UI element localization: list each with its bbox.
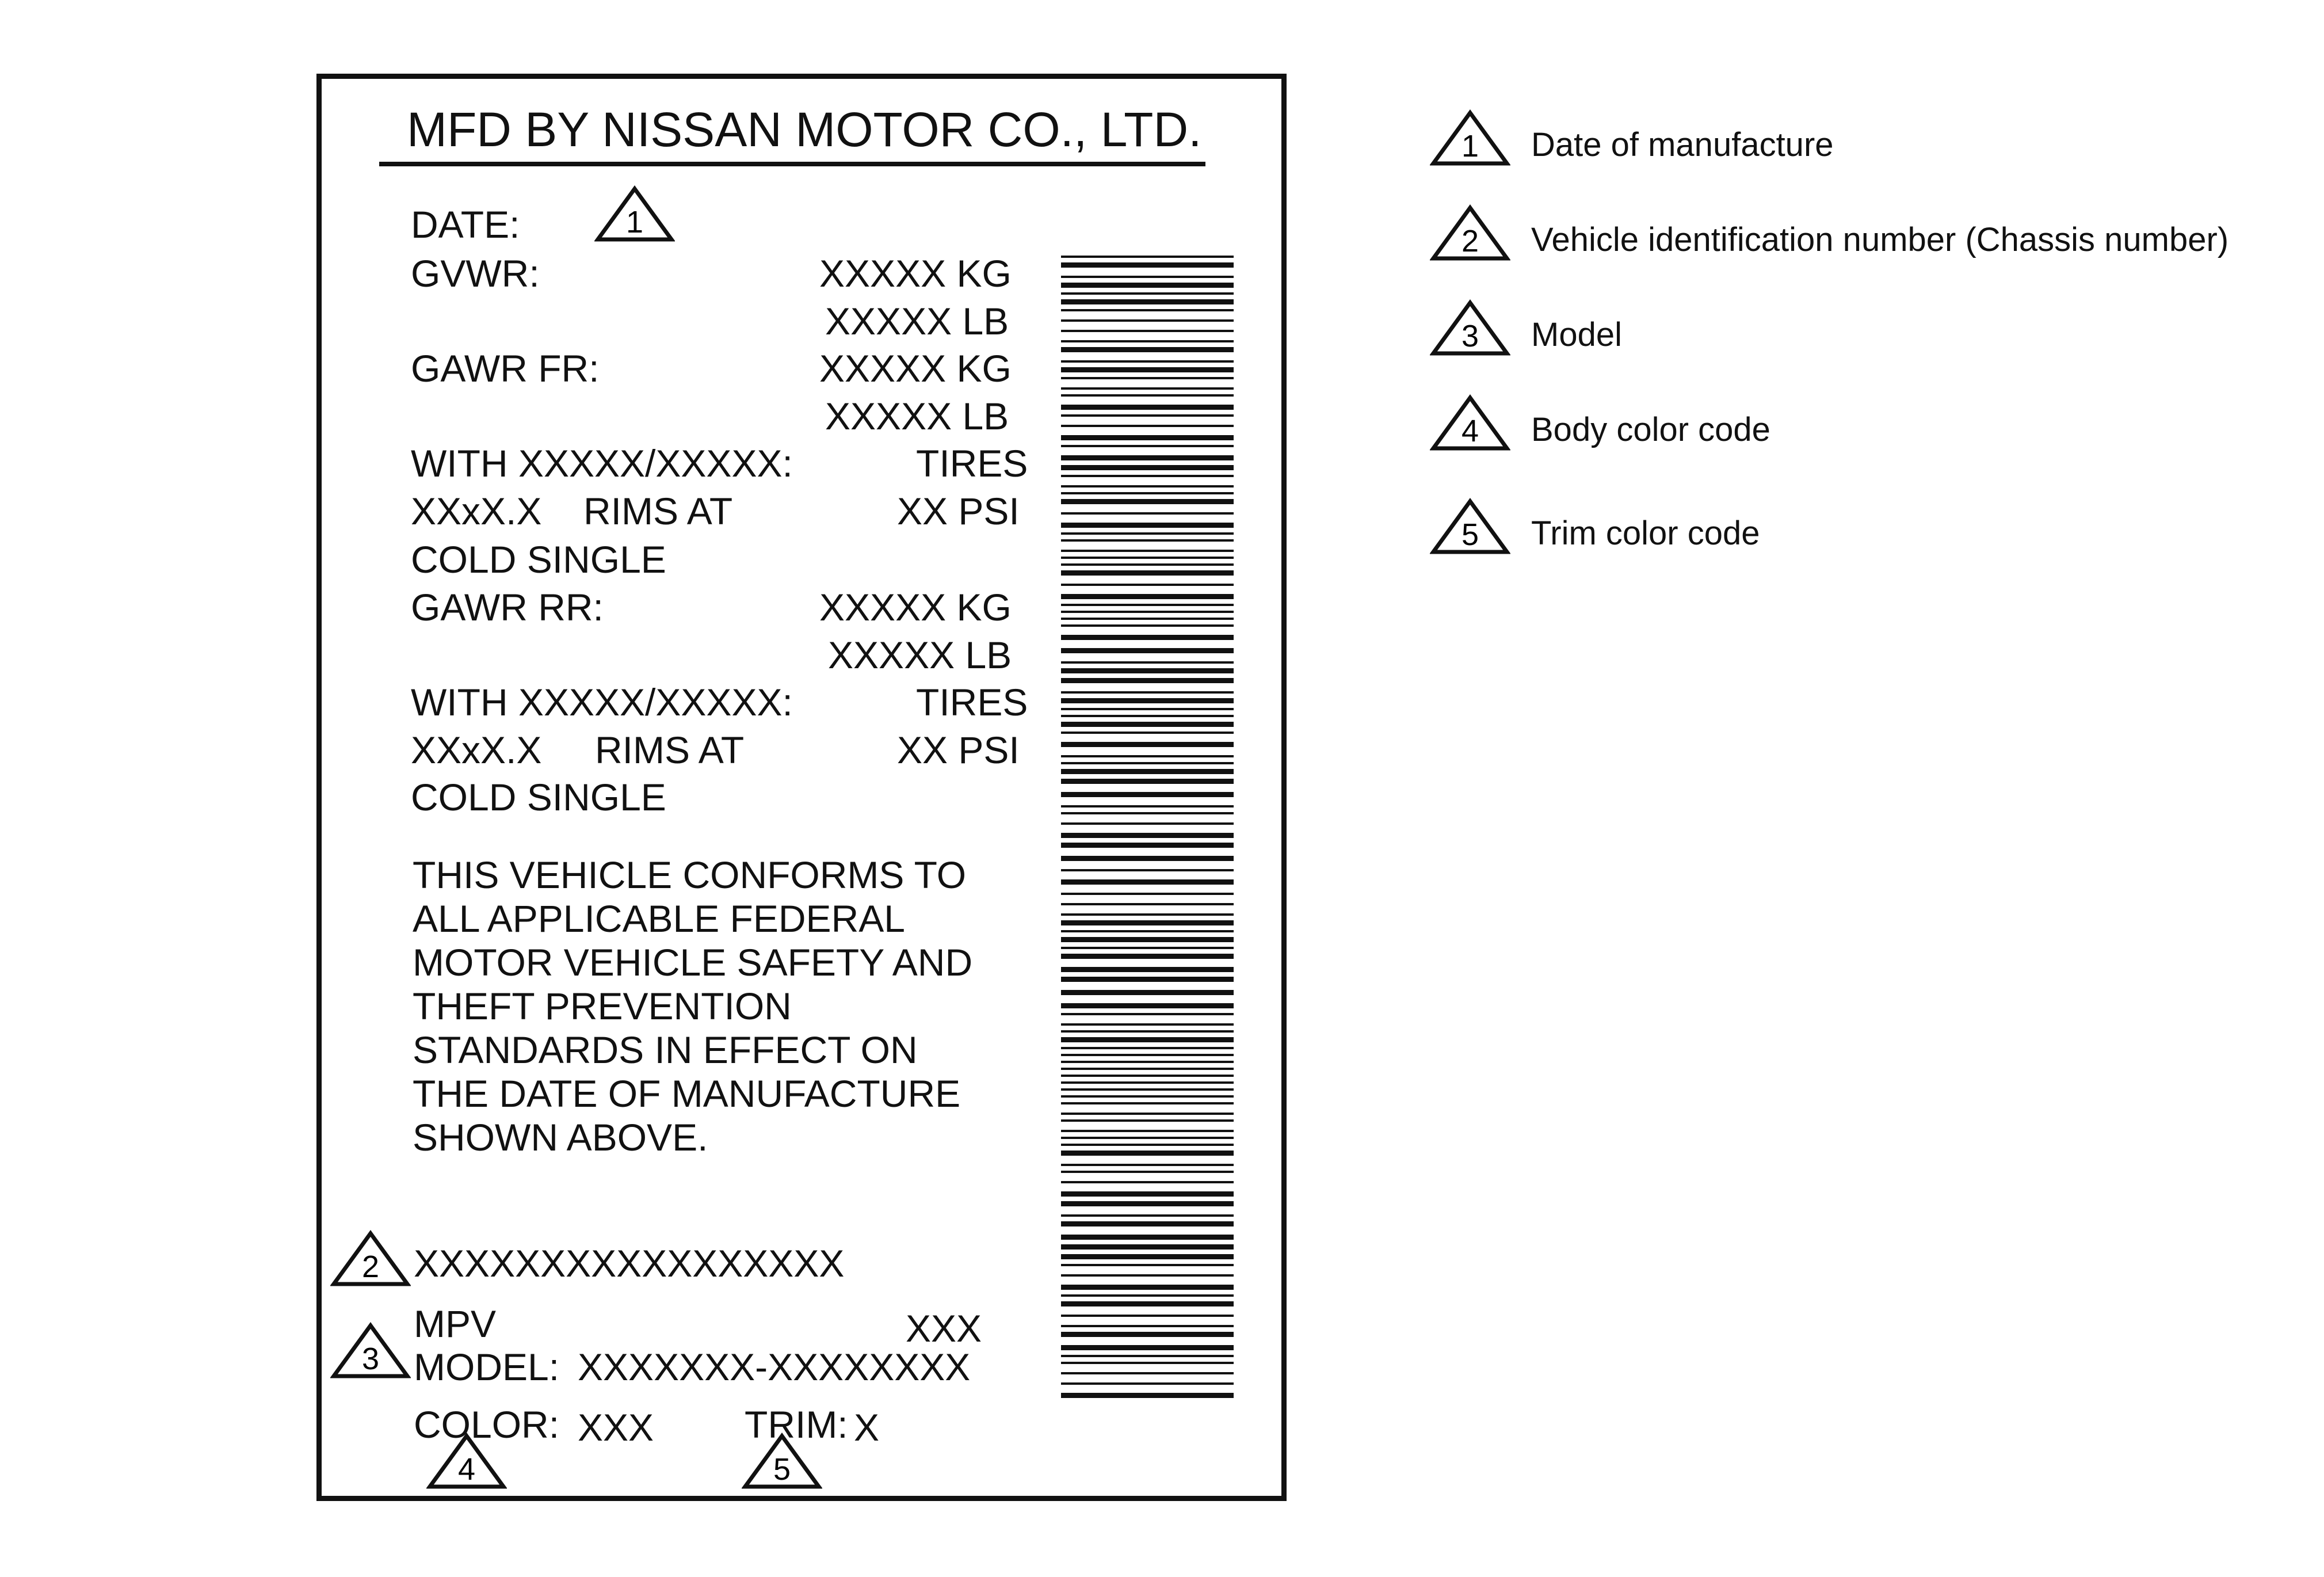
conformity-line: MOTOR VEHICLE SAFETY AND — [413, 941, 973, 984]
svg-text:5: 5 — [773, 1452, 791, 1487]
marker-3-icon — [1430, 299, 1510, 357]
svg-text:1: 1 — [625, 205, 644, 239]
legend-text: Date of manufacture — [1531, 126, 1834, 163]
marker-2-icon — [1430, 204, 1510, 262]
vin-value: XXXXXXXXXXXXXXXXX — [414, 1242, 845, 1285]
gawr-rr-lb: XXXXX LB — [828, 634, 1012, 676]
vehicle-type: MPV — [414, 1302, 497, 1345]
date-label: DATE: — [411, 203, 520, 246]
marker-4-icon — [426, 1433, 507, 1490]
legend-text: Vehicle identification number (Chassis number) — [1531, 221, 2229, 258]
trim-value: X — [854, 1406, 880, 1449]
legend-item-4 — [1430, 394, 2293, 458]
marker-5-icon — [742, 1433, 822, 1490]
svg-text:2: 2 — [1461, 224, 1479, 258]
conformity-line: THEFT PREVENTION — [413, 985, 792, 1027]
type-code: XXX — [906, 1307, 982, 1350]
legend-text: Trim color code — [1531, 515, 1760, 552]
legend-item-1 — [1430, 109, 2293, 173]
rear-psi: XX PSI — [897, 729, 1020, 771]
gawr-rr-label: GAWR RR: — [411, 586, 604, 628]
svg-text:5: 5 — [1461, 517, 1479, 552]
front-rim-size: XXxX.X — [411, 490, 542, 532]
front-tires-label: TIRES — [916, 442, 1028, 485]
legend-item-5 — [1430, 498, 2293, 561]
rear-cold-single: COLD SINGLE — [411, 776, 666, 818]
svg-text:3: 3 — [361, 1342, 380, 1376]
legend-text: Body color code — [1531, 411, 1770, 448]
trim-label: TRIM: — [745, 1403, 848, 1446]
conformity-line: STANDARDS IN EFFECT ON — [413, 1029, 918, 1071]
gawr-fr-label: GAWR FR: — [411, 347, 600, 390]
gvwr-label: GVWR: — [411, 252, 540, 295]
marker-1-icon — [1430, 109, 1510, 167]
legend-text: Model — [1531, 316, 1622, 353]
color-label: COLOR: — [414, 1403, 560, 1446]
front-cold-single: COLD SINGLE — [411, 538, 666, 581]
rear-rim-size: XXxX.X — [411, 729, 542, 771]
conformity-line: ALL APPLICABLE FEDERAL — [413, 897, 905, 940]
conformity-statement — [413, 853, 1034, 1159]
marker-2-icon — [330, 1230, 411, 1287]
svg-text:1: 1 — [1461, 129, 1479, 163]
gawr-fr-kg: XXXXX KG — [819, 347, 1012, 390]
marker-4-icon — [1430, 394, 1510, 452]
gawr-rr-kg: XXXXX KG — [819, 586, 1012, 628]
gvwr-kg: XXXXX KG — [819, 252, 1012, 295]
title-underline — [379, 162, 1205, 166]
color-value: XXX — [578, 1406, 654, 1449]
barcode-icon — [1061, 256, 1234, 1401]
gawr-fr-lb: XXXXX LB — [825, 395, 1009, 437]
legend-item-3 — [1430, 299, 2293, 363]
gvwr-lb: XXXXX LB — [825, 300, 1009, 342]
model-value: XXXXXXX-XXXXXXXX — [578, 1346, 971, 1388]
svg-text:3: 3 — [1461, 319, 1479, 353]
svg-text:4: 4 — [1461, 414, 1479, 448]
conformity-line: THE DATE OF MANUFACTURE — [413, 1072, 961, 1115]
conformity-line: SHOWN ABOVE. — [413, 1116, 708, 1159]
conformity-line: THIS VEHICLE CONFORMS TO — [413, 854, 967, 896]
marker-1-icon — [594, 185, 675, 243]
rear-rims-at: RIMS AT — [595, 729, 745, 771]
model-label: MODEL: — [414, 1346, 560, 1388]
rear-tires-label: TIRES — [916, 681, 1028, 723]
label-title: MFD BY NISSAN MOTOR CO., LTD. — [407, 102, 1202, 157]
marker-3-icon — [330, 1322, 411, 1380]
front-rims-at: RIMS AT — [583, 490, 733, 532]
legend-item-2 — [1430, 204, 2293, 268]
vehicle-certification-label — [316, 74, 1287, 1501]
svg-text:2: 2 — [361, 1250, 380, 1284]
marker-5-icon — [1430, 498, 1510, 555]
svg-text:4: 4 — [457, 1452, 476, 1487]
front-psi: XX PSI — [897, 490, 1020, 532]
front-tire-size: WITH XXXXX/XXXXX: — [411, 442, 793, 485]
rear-tire-size: WITH XXXXX/XXXXX: — [411, 681, 793, 723]
